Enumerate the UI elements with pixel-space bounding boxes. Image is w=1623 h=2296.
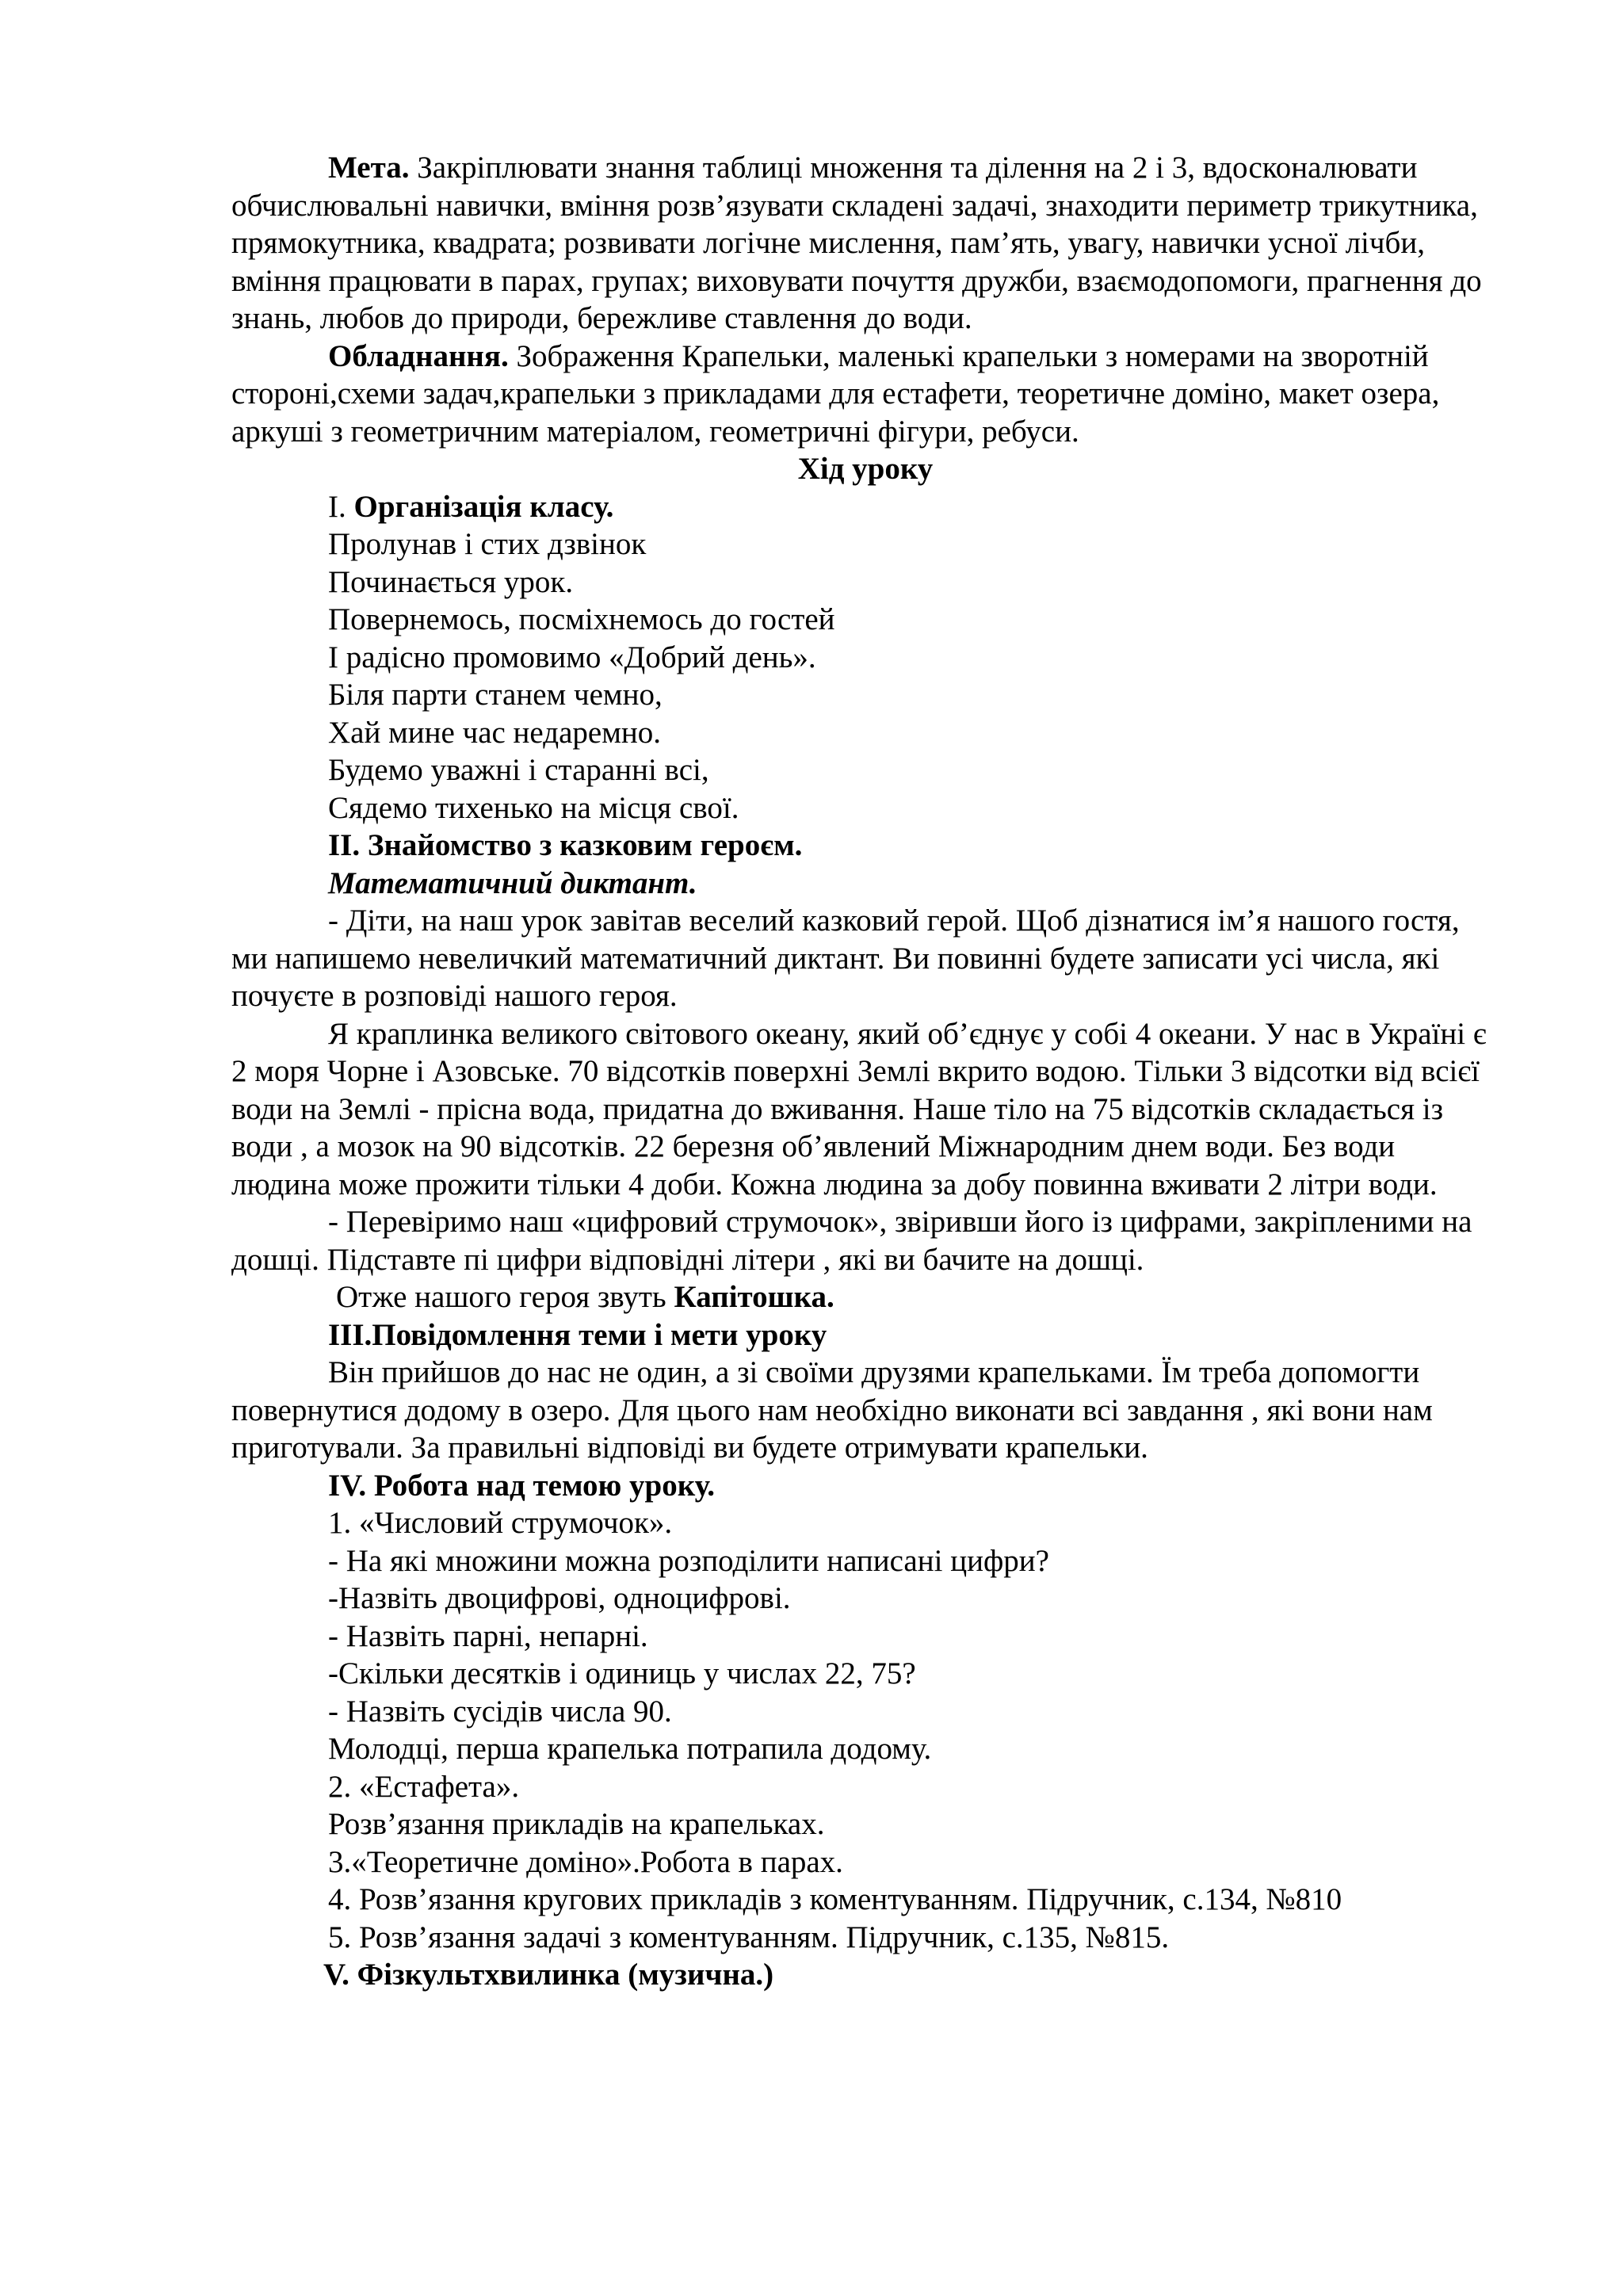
section4-line: - На які множини можна розподілити написані цифри? xyxy=(328,1543,1049,1578)
poem-line: Пролунав і стих дзвінок xyxy=(328,527,647,561)
hero-name: Капітошка. xyxy=(674,1280,834,1314)
section4-line: - Назвіть парні, непарні. xyxy=(328,1618,648,1653)
poem-line: Сядемо тихенько на місця свої. xyxy=(328,790,739,825)
equipment-text: Зображення Крапельки, маленькі крапельки з номерами на зворотній стороні,схеми задач,крапельки з прикладами для естафети, теоретичне доміно, макет озера, аркуші з геометричним матеріалом, геометричні фігури, ребуси. xyxy=(231,338,1440,449)
section3-title: ІІІ.Повідомлення теми і мети уроку xyxy=(328,1317,827,1352)
section4-line: 1. «Числовий струмочок». xyxy=(328,1506,673,1540)
goal-text: Закріплювати знання таблиці множення та ділення на 2 і 3, вдосконалювати обчислювальні навички, вміння розв’язувати складені задачі, знаходити периметр трикутника, прямокутника, квадрата; розвивати логічне мислення, пам’ять, увагу, навички усної лічби, вміння працювати в парах, групах; виховувати почуття дружби, взаємодопомоги, прагнення до знань, любов до природи, бережливе ставлення до води. xyxy=(231,151,1482,335)
equipment-paragraph xyxy=(231,338,1499,451)
section4-line: Розв’язання прикладів на крапельках. xyxy=(328,1807,825,1841)
section4-line: -Назвіть двоцифрові, одноцифрові. xyxy=(328,1581,791,1615)
section4-line: 2. «Естафета». xyxy=(328,1769,520,1804)
section1-heading xyxy=(231,488,1499,526)
goal-label: Мета. xyxy=(328,151,410,185)
section2-check: - Перевіримо наш «цифровий струмочок», звіривши його із цифрами, закріпленими на дошці. Підставте пі цифри відповідні літери , які ви бачите на дошці. xyxy=(231,1205,1472,1277)
section3-text: Він прийшов до нас не один, а зі своїми друзями крапельками. Їм треба допомогти повернутися додому в озеро. Для цього нам необхідно виконати всі завдання , які вони нам приготували. За правильні відповіді ви будете отримувати крапельки. xyxy=(231,1355,1433,1465)
document-page xyxy=(231,149,1499,1994)
section2-subtitle: Математичний диктант. xyxy=(328,865,697,900)
poem-line: Починається урок. xyxy=(328,564,574,599)
poem-line: Повернемось, посміхнемось до гостей xyxy=(328,602,835,636)
section4-line: 4. Розв’язання кругових прикладів з коментуванням. Підручник, с.134, №810 xyxy=(328,1882,1342,1916)
poem-line: Біля парти станем чемно, xyxy=(328,678,663,712)
goal-paragraph xyxy=(231,149,1499,338)
section4-line: 5. Розв’язання задачі з коментуванням. Підручник, с.135, №815. xyxy=(328,1920,1170,1954)
section4-line: Молодці, перша крапелька потрапила додому. xyxy=(328,1732,932,1766)
hero-prefix: Отже нашого героя звуть xyxy=(336,1280,674,1314)
section2-story: Я краплинка великого світового океану, який об’єднує у собі 4 океани. У нас в Україні є 2 моря Чорне і Азовське. 70 відсотків поверхні Землі вкрито водою. Тільки 3 відсотки від всієї води на Землі - прісна вода, придатна до вживання. Наше тіло на 75 відсотків складається із води , а мозок на 90 відсотків. 22 березня об’явлений Міжнародним днем води. Без води людина може прожити тільки 4 доби. Кожна людина за добу повинна вживати 2 літри води. xyxy=(231,1016,1487,1201)
poem-line: Хай мине час недаремно. xyxy=(328,715,661,750)
section1-number: І. xyxy=(328,489,354,524)
hero-line xyxy=(231,1278,1499,1316)
section4-line: -Скільки десятків і одиниць у числах 22, 75? xyxy=(328,1656,916,1690)
section4-title: ІV. Робота над темою уроку. xyxy=(328,1468,715,1503)
equipment-label: Обладнання. xyxy=(328,338,509,373)
section4-line: 3.«Теоретичне доміно».Робота в парах. xyxy=(328,1844,843,1879)
section4-line: - Назвіть сусідів числа 90. xyxy=(328,1694,672,1729)
poem-line: Будемо уважні і старанні всі, xyxy=(328,753,709,787)
lesson-heading: Хід уроку xyxy=(797,452,934,486)
poem-line: І радісно промовимо «Добрий день». xyxy=(328,640,816,674)
section2-intro: - Діти, на наш урок завітав веселий казковий герой. Щоб дізнатися ім’я нашого гостя, ми напишемо невеличкий математичний диктант. Ви повинні будете записати усі числа, які почуєте в розповіді нашого героя. xyxy=(231,904,1460,1013)
section1-title: Організація класу. xyxy=(353,489,614,524)
section5-title: V. Фізкультхвилинка (музична.) xyxy=(323,1958,774,1992)
section2-title: ІІ. Знайомство з казковим героєм. xyxy=(328,828,803,862)
